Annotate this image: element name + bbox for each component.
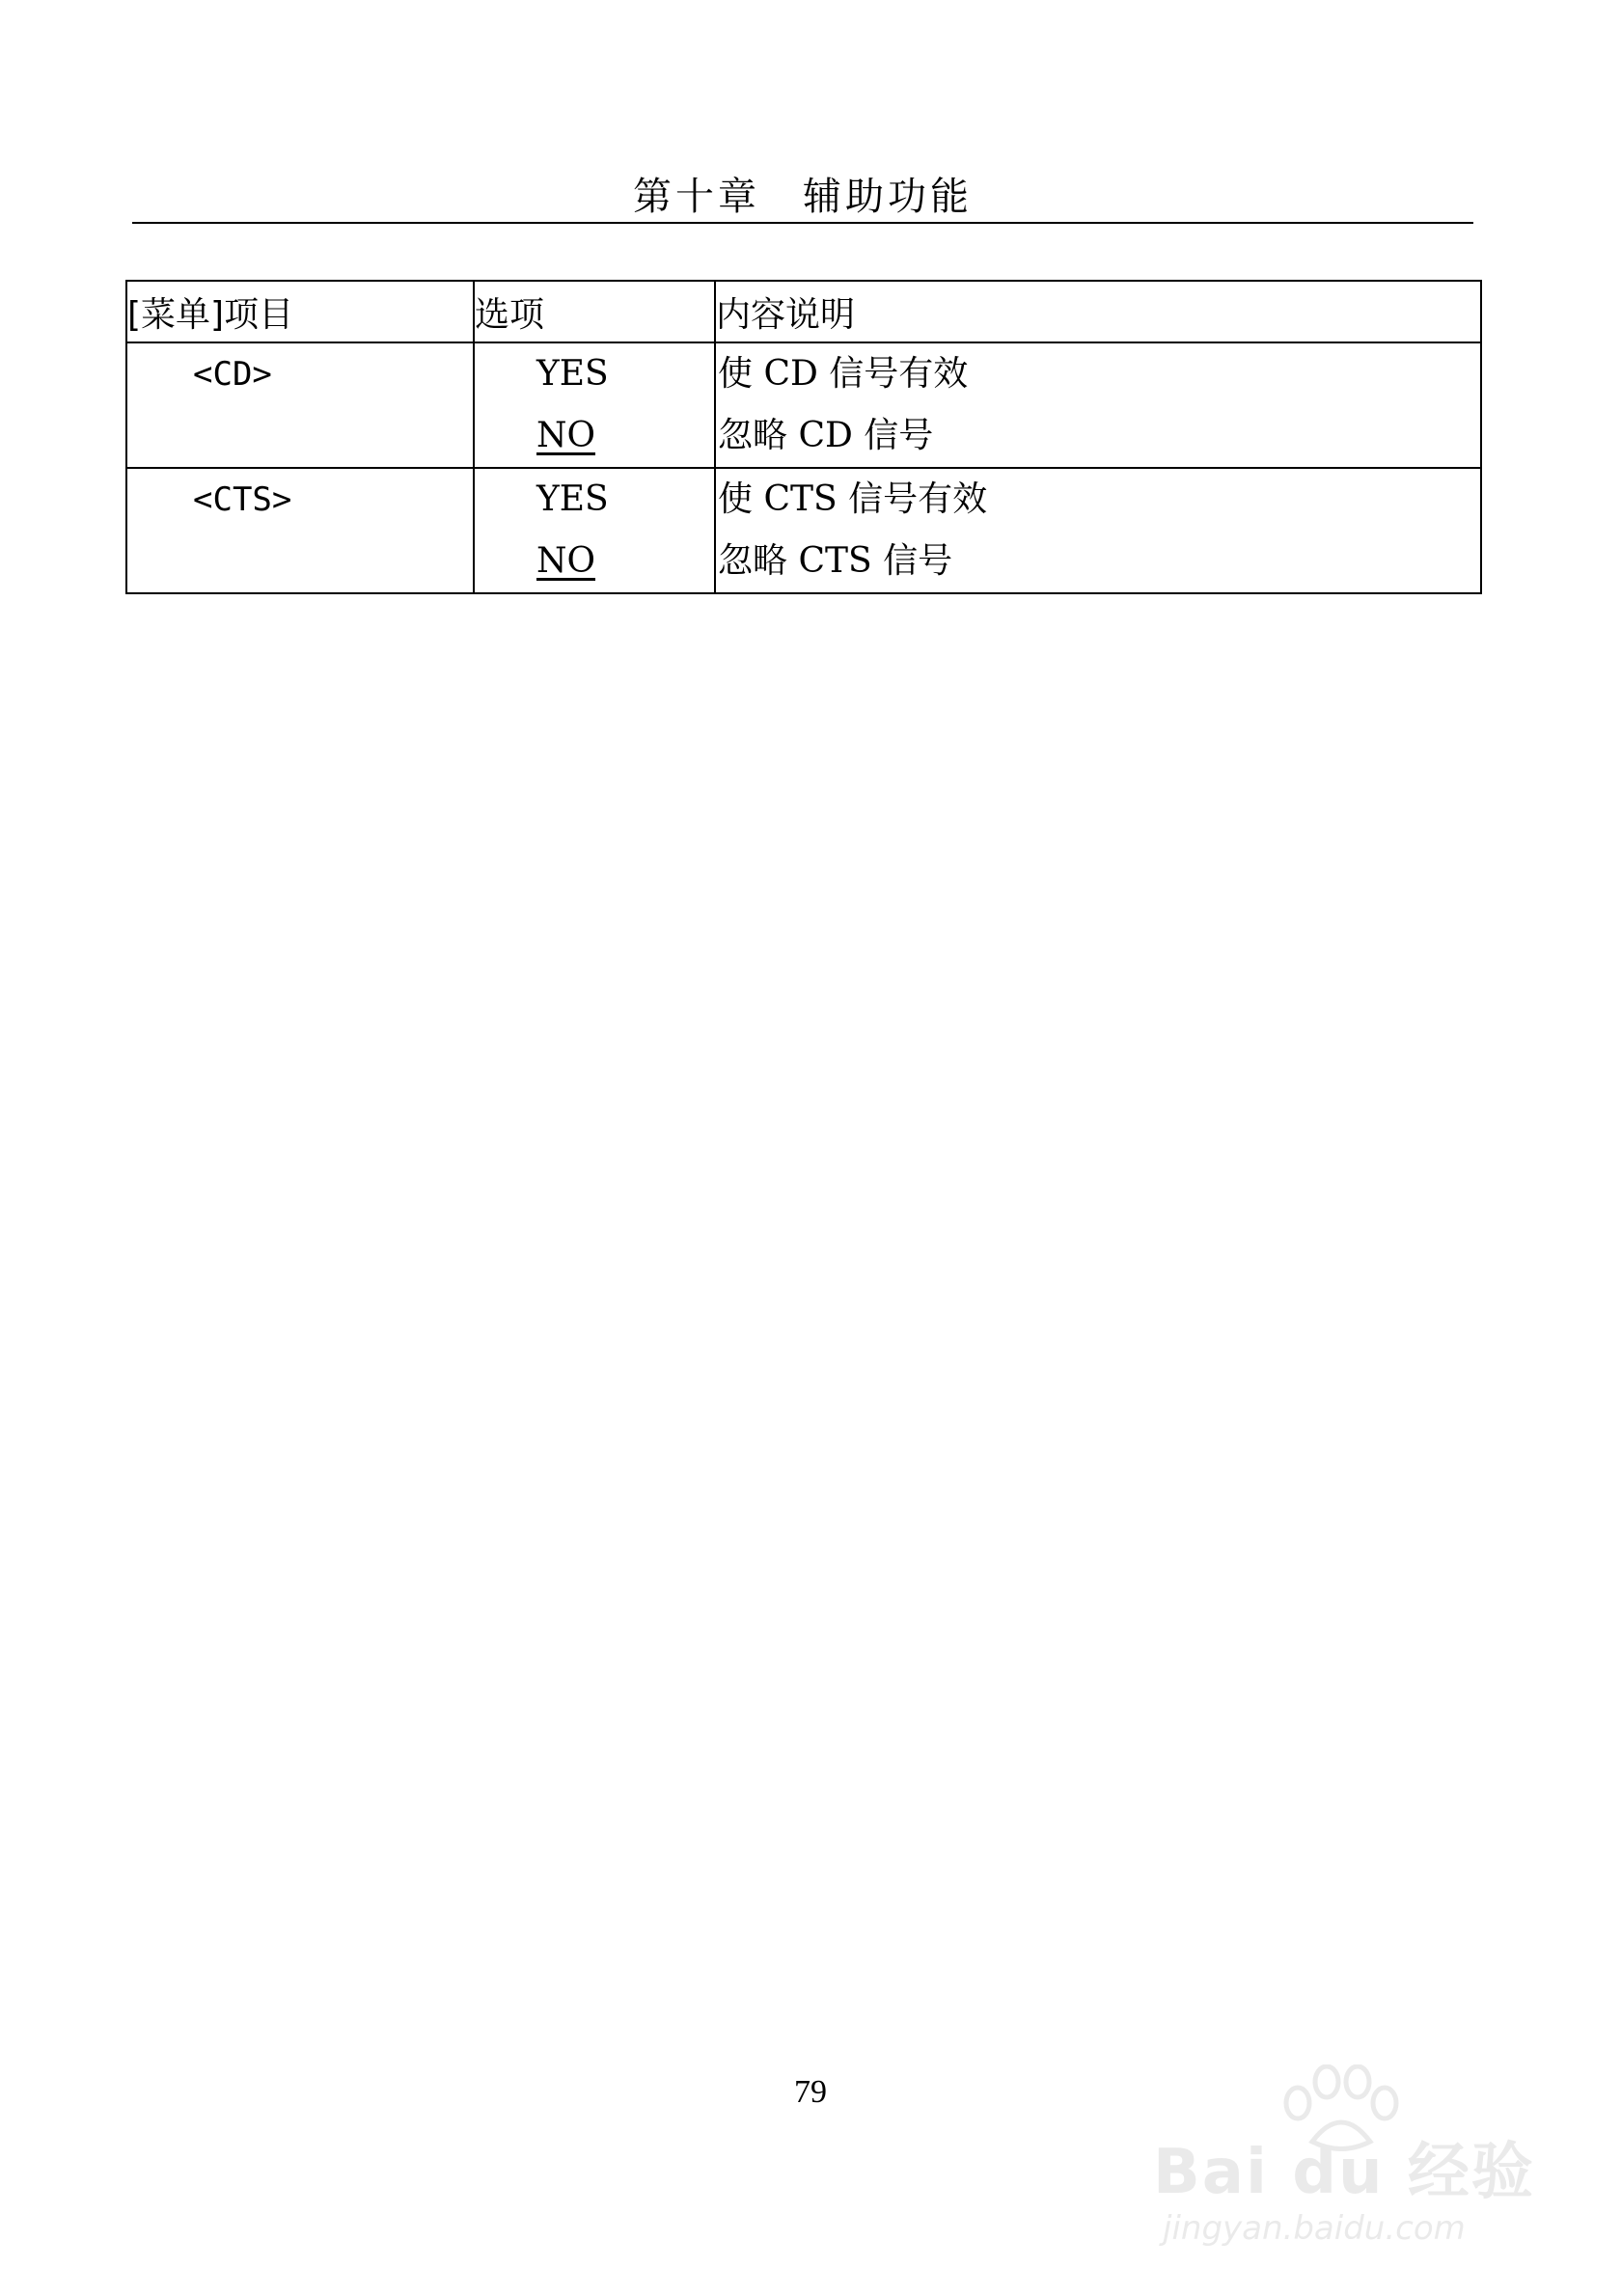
option-value-default: NO [536, 416, 596, 455]
baidu-watermark [1153, 2064, 1539, 2248]
option-description: 使 CD 信号有效 [718, 354, 969, 394]
option-cell [474, 468, 715, 593]
page-header [132, 154, 1473, 224]
table-header-row [126, 281, 1481, 342]
settings-table [125, 280, 1482, 594]
option-description: 忽略 CD 信号 [718, 416, 934, 455]
watermark-brand: Bai du 经验 [1153, 2137, 1535, 2208]
menu-item-label: <CD> [193, 355, 272, 394]
description-cell [715, 468, 1481, 593]
option-description: 使 CTS 信号有效 [718, 479, 988, 519]
column-header-description: 内容说明 [715, 281, 1481, 342]
menu-item-label: <CTS> [193, 480, 292, 519]
chapter-title: 第十章 辅助功能 [633, 175, 973, 219]
option-description: 忽略 CTS 信号 [718, 541, 953, 581]
option-value: YES [536, 479, 609, 519]
option-cell [474, 342, 715, 468]
column-header-option: 选项 [474, 281, 715, 342]
menu-item-cell [126, 468, 474, 593]
description-cell [715, 342, 1481, 468]
menu-item-cell [126, 342, 474, 468]
watermark-url: jingyan.baidu.com [1163, 2209, 1466, 2248]
table-row-cts [126, 468, 1481, 593]
column-header-item: [菜单]项目 [126, 281, 474, 342]
option-value-default: NO [536, 541, 596, 581]
table-row-cd [126, 342, 1481, 468]
option-value: YES [536, 354, 609, 394]
page-number: 79 [794, 2074, 827, 2110]
